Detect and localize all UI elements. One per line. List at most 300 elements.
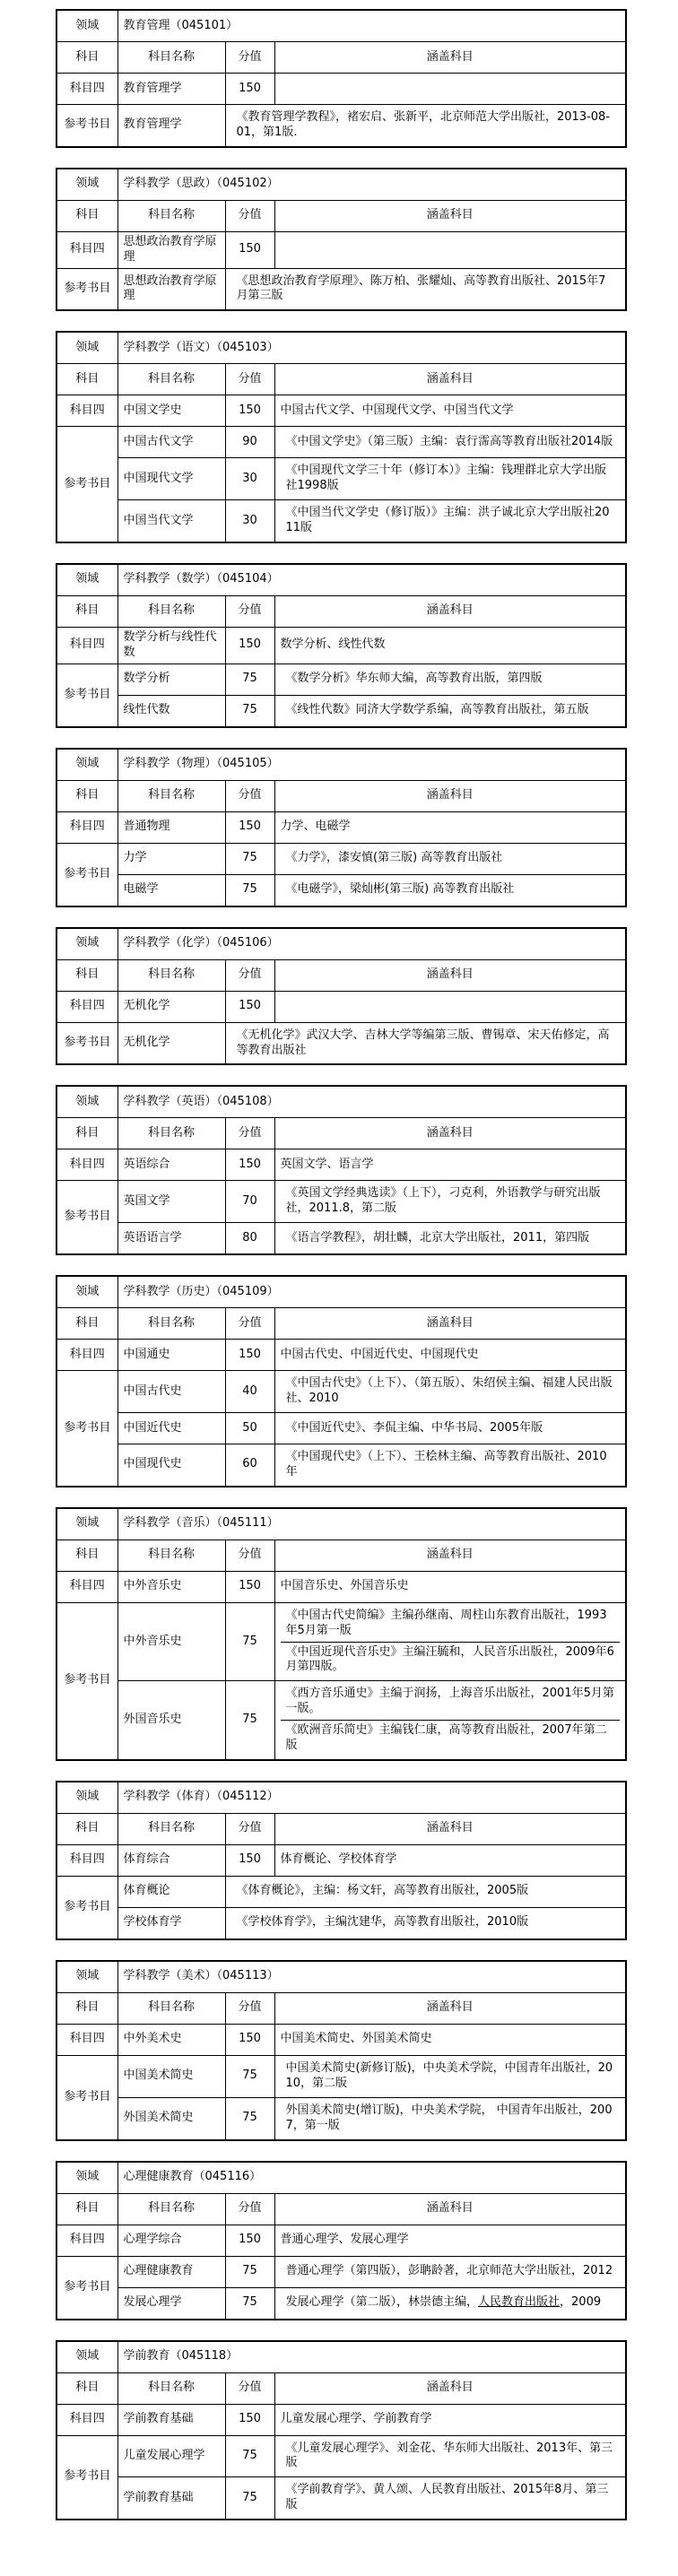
subject-column-header: 科目 <box>56 595 117 627</box>
reference-score: 75 <box>225 664 274 695</box>
reference-citation-cell <box>274 2477 626 2520</box>
reference-score: 30 <box>225 458 274 500</box>
subject-name-column-header: 科目名称 <box>117 200 225 231</box>
covered-column-header: 涵盖科目 <box>274 364 626 395</box>
domain-label: 领域 <box>56 564 117 596</box>
reference-citation-cell <box>274 2055 626 2097</box>
subject-column-header: 科目 <box>56 1540 117 1571</box>
reference-citation-cell <box>274 2435 626 2477</box>
citation-text: 《中国现代文学三十年（修订本）》主编：钱理群北京大学出版社1998版 <box>285 464 607 493</box>
domain-label: 领域 <box>56 749 117 781</box>
subject-score: 150 <box>225 627 274 664</box>
reference-name: 外国美术简史 <box>117 2097 225 2139</box>
citation-text: 中国美术简史(新修订版)，中央美术学院，中国青年出版社，2010，第二版 <box>285 2060 613 2090</box>
subject-name: 思想政治教育学原理 <box>117 231 225 268</box>
domain-row <box>56 564 626 596</box>
citation-text: 《西方音乐通史》主编于润扬，上海音乐出版社，2001年5月第一版。 <box>285 1687 614 1716</box>
references-label: 参考书目 <box>56 2256 117 2320</box>
subject-four-row <box>56 627 626 664</box>
citation-text: 《语言学教程》，胡壮麟，北京大学出版社，2011，第四版 <box>285 1230 590 1245</box>
reference-citation-cell <box>274 1223 626 1255</box>
citation-text: 《无机化学》武汉大学、吉林大学等编第三版、曹锡章、宋天佑修定，高等教育出版社 <box>236 1028 610 1057</box>
reference-score: 90 <box>225 427 274 458</box>
reference-citation-cell <box>225 1022 626 1064</box>
score-column-header: 分值 <box>225 1308 274 1340</box>
domain-value: 心理健康教育（045116） <box>117 2162 626 2194</box>
domain-label: 领域 <box>56 169 117 201</box>
domain-label: 领域 <box>56 1961 117 1993</box>
reference-citation-cell <box>225 1876 626 1907</box>
header-row <box>56 2372 626 2404</box>
covered-column-header: 涵盖科目 <box>274 595 626 627</box>
reference-row <box>56 268 626 310</box>
reference-name: 电磁学 <box>117 874 225 906</box>
subject-four-row <box>56 395 626 427</box>
domain-value: 学科教学（美术）（045113） <box>117 1961 626 1993</box>
reference-row <box>56 1181 626 1223</box>
domain-row <box>56 1782 626 1814</box>
subject-four-row <box>56 74 626 105</box>
reference-name: 教育管理学 <box>117 105 225 147</box>
covered-column-header: 涵盖科目 <box>274 2372 626 2404</box>
domain-label: 领域 <box>56 10 117 42</box>
covered-column-header: 涵盖科目 <box>274 200 626 231</box>
domain-row <box>56 1276 626 1308</box>
citation-text: 《中国当代文学史（修订版）》主编：洪子诚北京大学出版社2011版 <box>285 506 610 535</box>
subject-table <box>56 1275 627 1487</box>
subject-four-label: 科目四 <box>56 1340 117 1371</box>
citation-text: 《中国古代史》（上下）、（第五版）、朱绍侯主编、福建人民出版社、2010 <box>285 1376 613 1406</box>
header-row <box>56 959 626 991</box>
domain-label: 领域 <box>56 332 117 364</box>
subject-score: 150 <box>225 1149 274 1181</box>
subject-name-column-header: 科目名称 <box>117 1992 225 2024</box>
subject-four-row <box>56 991 626 1022</box>
subject-score: 150 <box>225 991 274 1022</box>
domain-value: 学科教学（语文）（045103） <box>117 332 626 364</box>
references-label: 参考书目 <box>56 1876 117 1939</box>
subject-table <box>56 9 627 148</box>
subject-name: 中外美术史 <box>117 2024 225 2055</box>
reference-row <box>56 2435 626 2477</box>
reference-citation-cell <box>274 2097 626 2139</box>
reference-score: 75 <box>225 2435 274 2477</box>
domain-label: 领域 <box>56 2162 117 2194</box>
subject-score: 150 <box>225 231 274 268</box>
reference-citation-cell <box>274 500 626 542</box>
reference-citation-cell <box>274 664 626 695</box>
subject-name: 心理学综合 <box>117 2225 225 2256</box>
subject-four-row <box>56 2225 626 2256</box>
reference-name: 数学分析 <box>117 664 225 695</box>
subject-name-column-header: 科目名称 <box>117 1308 225 1340</box>
covered-subjects: 中国音乐史、外国音乐史 <box>274 1571 626 1602</box>
subject-four-label: 科目四 <box>56 231 117 268</box>
subject-table <box>56 2161 627 2320</box>
subject-four-row <box>56 1571 626 1602</box>
citation-text: 《英国文学经典选读》（上下），刁克利，外语教学与研究出版社，2011.8，第二版 <box>285 1186 601 1216</box>
reference-name: 线性代数 <box>117 695 225 727</box>
reference-name: 发展心理学 <box>117 2287 225 2320</box>
reference-row <box>56 1413 626 1444</box>
references-label: 参考书目 <box>56 1181 117 1254</box>
subject-four-label: 科目四 <box>56 627 117 664</box>
reference-citation-cell <box>274 843 626 874</box>
reference-row <box>56 1602 626 1681</box>
score-column-header: 分值 <box>225 2372 274 2404</box>
subject-name-column-header: 科目名称 <box>117 959 225 991</box>
subject-name-column-header: 科目名称 <box>117 364 225 395</box>
citation-text: 《体育概论》，主编：杨文轩，高等教育出版社，2005版 <box>236 1884 529 1898</box>
subject-name-column-header: 科目名称 <box>117 780 225 811</box>
covered-subjects: 英国文学、语言学 <box>274 1149 626 1181</box>
subject-column-header: 科目 <box>56 200 117 231</box>
citation-text: 《中国现代史》（上下）、王桧林主编、高等教育出版社、2010年 <box>285 1450 607 1479</box>
domain-label: 领域 <box>56 1782 117 1814</box>
citation-text: 普通心理学（第四版），彭聃龄著，北京师范大学出版社，2012 <box>285 2264 613 2278</box>
references-label: 参考书目 <box>56 1602 117 1760</box>
references-label: 参考书目 <box>56 2055 117 2139</box>
reference-row <box>56 1876 626 1907</box>
header-row <box>56 1540 626 1571</box>
subject-column-header: 科目 <box>56 2372 117 2404</box>
covered-column-header: 涵盖科目 <box>274 42 626 74</box>
reference-row <box>56 500 626 542</box>
domain-value: 学科教学（历史）（045109） <box>117 1276 626 1308</box>
reference-score: 75 <box>225 2477 274 2520</box>
covered-subjects <box>274 74 626 105</box>
subject-table <box>56 748 627 907</box>
references-label: 参考书目 <box>56 843 117 906</box>
covered-subjects: 普通心理学、发展心理学 <box>274 2225 626 2256</box>
domain-value: 学前教育（045118） <box>117 2341 626 2373</box>
reference-row <box>56 874 626 906</box>
subject-name: 体育综合 <box>117 1844 225 1876</box>
references-label: 参考书目 <box>56 427 117 542</box>
subject-name-column-header: 科目名称 <box>117 2372 225 2404</box>
reference-row <box>56 695 626 727</box>
reference-score: 75 <box>225 2097 274 2139</box>
subject-four-row <box>56 2404 626 2435</box>
subject-score: 150 <box>225 2404 274 2435</box>
subject-name-column-header: 科目名称 <box>117 595 225 627</box>
citation-part: 发展心理学（第二版），林崇德主编， <box>285 2295 479 2310</box>
reference-name: 中国现代文学 <box>117 458 225 500</box>
reference-name: 无机化学 <box>117 1022 225 1064</box>
covered-column-header: 涵盖科目 <box>274 780 626 811</box>
reference-row <box>56 2287 626 2320</box>
subject-four-row <box>56 231 626 268</box>
subject-column-header: 科目 <box>56 780 117 811</box>
reference-row <box>56 2055 626 2097</box>
reference-name: 体育概论 <box>117 1876 225 1907</box>
score-column-header: 分值 <box>225 2193 274 2225</box>
subject-four-row <box>56 1149 626 1181</box>
reference-citation-cell <box>274 1681 626 1760</box>
subject-score: 150 <box>225 1340 274 1371</box>
covered-column-header: 涵盖科目 <box>274 1540 626 1571</box>
reference-row <box>56 458 626 500</box>
subject-column-header: 科目 <box>56 1308 117 1340</box>
reference-citation-cell <box>274 2287 626 2320</box>
subject-score: 150 <box>225 395 274 427</box>
subject-four-label: 科目四 <box>56 2404 117 2435</box>
subject-column-header: 科目 <box>56 1992 117 2024</box>
subject-column-header: 科目 <box>56 959 117 991</box>
reference-row <box>56 2256 626 2287</box>
reference-name: 外国音乐史 <box>117 1681 225 1760</box>
citation-text: 《学校体育学》，主编沈建华，高等教育出版社，2010版 <box>236 1915 529 1930</box>
subject-score: 150 <box>225 811 274 843</box>
domain-label: 领域 <box>56 1508 117 1540</box>
subject-name: 普通物理 <box>117 811 225 843</box>
subject-table <box>56 168 627 312</box>
domain-label: 领域 <box>56 1086 117 1118</box>
reference-row <box>56 427 626 458</box>
subject-four-row <box>56 1844 626 1876</box>
covered-subjects: 体育概论、学校体育学 <box>274 1844 626 1876</box>
citation-text: 《思想政治教育学原理》、陈万柏、张耀灿、高等教育出版社、2015年7月第三版 <box>236 273 606 303</box>
citation-text: 《儿童发展心理学》、刘金花、华东师大出版社、2013年、第三版 <box>285 2441 613 2470</box>
subject-name-column-header: 科目名称 <box>117 2193 225 2225</box>
references-label: 参考书目 <box>56 1022 117 1064</box>
citation-text: 《中国古代史简编》主编孙继南、周柱山东教育出版社，1993年5月第一版 <box>285 1608 607 1637</box>
reference-score: 70 <box>225 1181 274 1223</box>
subject-table <box>56 563 627 728</box>
subject-score: 150 <box>225 1844 274 1876</box>
reference-row <box>56 1907 626 1939</box>
score-column-header: 分值 <box>225 1813 274 1844</box>
domain-label: 领域 <box>56 2341 117 2373</box>
reference-citation-cell <box>274 874 626 906</box>
reference-citation-cell <box>225 1907 626 1939</box>
citation-part: ，2009 <box>560 2295 602 2310</box>
domain-value: 学科教学（体育）（045112） <box>117 1782 626 1814</box>
reference-citation-cell <box>225 268 626 310</box>
subject-name: 中国文学史 <box>117 395 225 427</box>
score-column-header: 分值 <box>225 364 274 395</box>
subject-table <box>56 1781 627 1940</box>
citation-text: 外国美术简史(增订版)，中央美术学院， 中国青年出版社，2007，第一版 <box>285 2103 613 2132</box>
citation-text: 《教育管理学教程》，褚宏启、张新平，北京师范大学出版社，2013-08-01，第1版. <box>236 110 611 139</box>
publisher-link[interactable]: 人民教育出版社 <box>478 2295 561 2310</box>
subject-four-row <box>56 811 626 843</box>
covered-column-header: 涵盖科目 <box>274 1308 626 1340</box>
subject-four-label: 科目四 <box>56 395 117 427</box>
subject-column-header: 科目 <box>56 364 117 395</box>
reference-row <box>56 664 626 695</box>
reference-score: 75 <box>225 874 274 906</box>
subject-table <box>56 1960 627 2141</box>
domain-row <box>56 1086 626 1118</box>
subject-column-header: 科目 <box>56 1118 117 1149</box>
citation-text: 《数学分析》华东师大编，高等教育出版，第四版 <box>285 672 543 686</box>
subject-table <box>56 331 627 543</box>
references-label: 参考书目 <box>56 105 117 147</box>
domain-value: 教育管理（045101） <box>117 10 626 42</box>
reference-name: 思想政治教育学原理 <box>117 268 225 310</box>
reference-name: 心理健康教育 <box>117 2256 225 2287</box>
subject-four-label: 科目四 <box>56 2024 117 2055</box>
subject-four-row <box>56 2024 626 2055</box>
domain-value: 学科教学（物理）（045105） <box>117 749 626 781</box>
covered-subjects: 中国古代史、中国近代史、中国现代史 <box>274 1340 626 1371</box>
subject-score: 150 <box>225 74 274 105</box>
citation-text: 《中国近代史》、李侃主编、中华书局、2005年版 <box>285 1420 543 1435</box>
reference-name: 中国近代史 <box>117 1413 225 1444</box>
reference-citation-cell <box>274 1444 626 1487</box>
header-row <box>56 1118 626 1149</box>
score-column-header: 分值 <box>225 1540 274 1571</box>
domain-row <box>56 332 626 364</box>
domain-row <box>56 10 626 42</box>
covered-subjects: 中国美术简史、外国美术简史 <box>274 2024 626 2055</box>
reference-citation-cell <box>274 695 626 727</box>
citation-text: 《学前教育学》、黄人颂、人民教育出版社、2015年8月、第三版 <box>285 2483 609 2512</box>
header-row <box>56 1992 626 2024</box>
subject-table <box>56 927 627 1066</box>
references-label: 参考书目 <box>56 1371 117 1487</box>
covered-subjects: 数学分析、线性代数 <box>274 627 626 664</box>
citation-text: 《线性代数》同济大学数学系编，高等教育出版社，第五版 <box>285 703 589 717</box>
reference-score: 80 <box>225 1223 274 1255</box>
domain-row <box>56 169 626 201</box>
reference-citation-cell <box>274 458 626 500</box>
header-row <box>56 2193 626 2225</box>
citation-text: 《中国文学史》（第三版）主编：袁行霈高等教育出版社2014版 <box>285 434 613 448</box>
reference-score: 75 <box>225 843 274 874</box>
score-column-header: 分值 <box>225 959 274 991</box>
reference-name: 中国古代史 <box>117 1371 225 1413</box>
reference-score: 30 <box>225 500 274 542</box>
subject-column-header: 科目 <box>56 2193 117 2225</box>
reference-row <box>56 1022 626 1064</box>
covered-column-header: 涵盖科目 <box>274 959 626 991</box>
citation-text: 《中国近现代音乐史》主编汪毓和，人民音乐出版社，2009年6月第四版。 <box>281 1642 621 1678</box>
covered-subjects <box>274 231 626 268</box>
reference-name: 学前教育基础 <box>117 2477 225 2520</box>
subject-four-row <box>56 1340 626 1371</box>
covered-column-header: 涵盖科目 <box>274 2193 626 2225</box>
subject-score: 150 <box>225 1571 274 1602</box>
header-row <box>56 42 626 74</box>
reference-row <box>56 1223 626 1255</box>
covered-column-header: 涵盖科目 <box>274 1992 626 2024</box>
subject-four-label: 科目四 <box>56 1844 117 1876</box>
reference-name: 中国美术简史 <box>117 2055 225 2097</box>
subject-name: 中外音乐史 <box>117 1571 225 1602</box>
citation-text: 《电磁学》，梁灿彬(第三版) 高等教育出版社 <box>285 882 515 897</box>
covered-subjects: 儿童发展心理学、学前教育学 <box>274 2404 626 2435</box>
reference-row <box>56 1444 626 1487</box>
score-column-header: 分值 <box>225 42 274 74</box>
score-column-header: 分值 <box>225 200 274 231</box>
subject-table <box>56 1085 627 1255</box>
domain-row <box>56 2341 626 2373</box>
subject-four-label: 科目四 <box>56 991 117 1022</box>
reference-name: 学校体育学 <box>117 1907 225 1939</box>
reference-name: 中国古代文学 <box>117 427 225 458</box>
domain-value: 学科教学（音乐）（045111） <box>117 1508 626 1540</box>
subject-name-column-header: 科目名称 <box>117 1118 225 1149</box>
reference-name: 英语语言学 <box>117 1223 225 1255</box>
header-row <box>56 595 626 627</box>
reference-citation-cell <box>274 1181 626 1223</box>
citation-text: 《欧洲音乐简史》主编钱仁康，高等教育出版社，2007年第二版 <box>281 1720 621 1756</box>
reference-row <box>56 843 626 874</box>
reference-row <box>56 105 626 147</box>
domain-value: 学科教学（数学）（045104） <box>117 564 626 596</box>
reference-citation-cell <box>225 105 626 147</box>
reference-score: 75 <box>225 1602 274 1681</box>
reference-row <box>56 2097 626 2139</box>
subject-name-column-header: 科目名称 <box>117 1813 225 1844</box>
reference-citation-cell <box>274 1602 626 1681</box>
citation-text: 《力学》，漆安慎(第三版) 高等教育出版社 <box>285 851 503 865</box>
reference-citation-cell <box>274 427 626 458</box>
subject-name: 教育管理学 <box>117 74 225 105</box>
score-column-header: 分值 <box>225 780 274 811</box>
covered-subjects: 力学、电磁学 <box>274 811 626 843</box>
reference-score: 60 <box>225 1444 274 1487</box>
score-column-header: 分值 <box>225 1992 274 2024</box>
reference-score: 40 <box>225 1371 274 1413</box>
subject-score: 150 <box>225 2024 274 2055</box>
reference-score: 75 <box>225 2287 274 2320</box>
domain-value: 学科教学（化学）（045106） <box>117 928 626 960</box>
reference-row <box>56 1371 626 1413</box>
reference-citation-cell <box>274 1413 626 1444</box>
header-row <box>56 1308 626 1340</box>
reference-name: 英国文学 <box>117 1181 225 1223</box>
subject-name: 无机化学 <box>117 991 225 1022</box>
references-label: 参考书目 <box>56 2435 117 2520</box>
reference-name: 中国当代文学 <box>117 500 225 542</box>
domain-label: 领域 <box>56 1276 117 1308</box>
subject-name: 学前教育基础 <box>117 2404 225 2435</box>
header-row <box>56 200 626 231</box>
subject-name-column-header: 科目名称 <box>117 42 225 74</box>
domain-label: 领域 <box>56 928 117 960</box>
subject-score: 150 <box>225 2225 274 2256</box>
domain-value: 学科教学（思政）（045102） <box>117 169 626 201</box>
reference-name: 儿童发展心理学 <box>117 2435 225 2477</box>
subject-name: 中国通史 <box>117 1340 225 1371</box>
domain-row <box>56 928 626 960</box>
subject-column-header: 科目 <box>56 42 117 74</box>
subject-four-label: 科目四 <box>56 1571 117 1602</box>
reference-citation-cell <box>274 2256 626 2287</box>
subject-table <box>56 1507 627 1761</box>
header-row <box>56 364 626 395</box>
references-label: 参考书目 <box>56 268 117 310</box>
subject-table <box>56 2340 627 2521</box>
reference-score: 75 <box>225 1681 274 1760</box>
subject-name: 数学分析与线性代数 <box>117 627 225 664</box>
covered-subjects <box>274 991 626 1022</box>
covered-subjects: 中国古代文学、中国现代文学、中国当代文学 <box>274 395 626 427</box>
subject-name-column-header: 科目名称 <box>117 1540 225 1571</box>
header-row <box>56 780 626 811</box>
score-column-header: 分值 <box>225 1118 274 1149</box>
reference-name: 力学 <box>117 843 225 874</box>
header-row <box>56 1813 626 1844</box>
reference-score: 75 <box>225 2256 274 2287</box>
subject-four-label: 科目四 <box>56 811 117 843</box>
covered-column-header: 涵盖科目 <box>274 1813 626 1844</box>
subject-four-label: 科目四 <box>56 2225 117 2256</box>
reference-name: 中外音乐史 <box>117 1602 225 1681</box>
